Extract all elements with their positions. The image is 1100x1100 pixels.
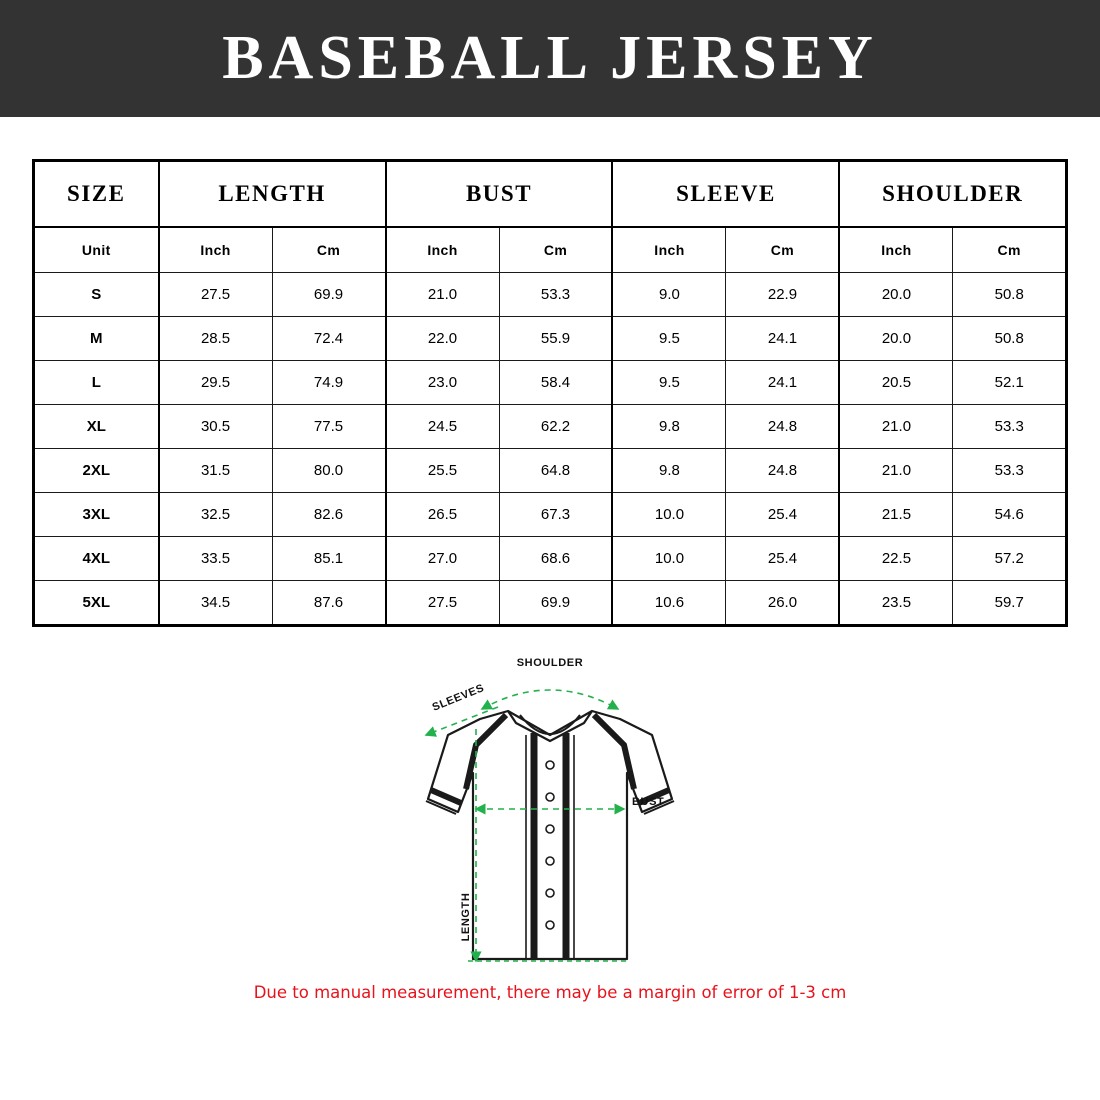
cell-bust-inch: 27.5 [386,581,499,626]
measurement-note: Due to manual measurement, there may be a margin of error of 1-3 cm [253,983,847,1002]
unit-bust-cm: Cm [499,227,612,273]
unit-length-cm: Cm [272,227,385,273]
cell-bust-cm: 55.9 [499,317,612,361]
cell-length-inch: 32.5 [159,493,272,537]
page-title: BASEBALL JERSEY [222,24,878,92]
cell-length-inch: 29.5 [159,361,272,405]
cell-length-inch: 34.5 [159,581,272,626]
cell-shoulder-inch: 20.0 [839,317,952,361]
table-row [34,273,1067,317]
cell-size: M [34,317,159,361]
label-bust: BUST [632,796,665,808]
cell-sleeve-inch: 10.6 [612,581,725,626]
cell-shoulder-inch: 23.5 [839,581,952,626]
cell-shoulder-inch: 20.0 [839,273,952,317]
cell-size: 4XL [34,537,159,581]
cell-bust-cm: 62.2 [499,405,612,449]
column-header-bust: BUST [386,161,613,228]
table-row [34,581,1067,626]
cell-bust-cm: 64.8 [499,449,612,493]
cell-length-inch: 28.5 [159,317,272,361]
cell-size: 3XL [34,493,159,537]
cell-bust-inch: 25.5 [386,449,499,493]
cell-length-cm: 69.9 [272,273,385,317]
cell-bust-inch: 27.0 [386,537,499,581]
label-length: LENGTH [460,892,472,942]
cell-bust-inch: 26.5 [386,493,499,537]
unit-sleeve-inch: Inch [612,227,725,273]
cell-sleeve-cm: 22.9 [726,273,839,317]
cell-length-cm: 74.9 [272,361,385,405]
cell-shoulder-inch: 21.0 [839,449,952,493]
measurement-diagram [0,649,1100,1002]
column-header-sleeve: SLEEVE [612,161,839,228]
cell-bust-cm: 68.6 [499,537,612,581]
cell-sleeve-cm: 24.8 [726,449,839,493]
table-row [34,317,1067,361]
cell-shoulder-inch: 22.5 [839,537,952,581]
cell-bust-inch: 23.0 [386,361,499,405]
cell-sleeve-cm: 24.1 [726,317,839,361]
table-row [34,493,1067,537]
column-header-size: SIZE [34,161,159,228]
cell-shoulder-inch: 20.5 [839,361,952,405]
table-row [34,449,1067,493]
cell-shoulder-cm: 53.3 [953,449,1067,493]
cell-length-cm: 77.5 [272,405,385,449]
size-chart-container [32,159,1068,627]
unit-label: Unit [34,227,159,273]
cell-sleeve-cm: 24.8 [726,405,839,449]
cell-shoulder-cm: 57.2 [953,537,1067,581]
cell-length-cm: 82.6 [272,493,385,537]
cell-length-inch: 30.5 [159,405,272,449]
cell-shoulder-cm: 52.1 [953,361,1067,405]
cell-bust-inch: 21.0 [386,273,499,317]
cell-size: 5XL [34,581,159,626]
cell-length-cm: 85.1 [272,537,385,581]
cell-size: L [34,361,159,405]
cell-shoulder-cm: 53.3 [953,405,1067,449]
cell-length-cm: 87.6 [272,581,385,626]
cell-shoulder-cm: 50.8 [953,317,1067,361]
cell-length-inch: 31.5 [159,449,272,493]
cell-length-inch: 27.5 [159,273,272,317]
unit-bust-inch: Inch [386,227,499,273]
cell-size: 2XL [34,449,159,493]
header-banner [0,0,1100,117]
table-unit-row [34,227,1067,273]
cell-bust-cm: 69.9 [499,581,612,626]
table-group-header-row [34,161,1067,228]
cell-bust-inch: 24.5 [386,405,499,449]
cell-sleeve-inch: 10.0 [612,493,725,537]
unit-shoulder-inch: Inch [839,227,952,273]
label-sleeves: SLEEVES [430,682,487,714]
cell-size: S [34,273,159,317]
cell-sleeve-inch: 9.8 [612,405,725,449]
cell-sleeve-inch: 9.5 [612,317,725,361]
cell-bust-cm: 53.3 [499,273,612,317]
cell-shoulder-inch: 21.5 [839,493,952,537]
table-row [34,537,1067,581]
cell-bust-cm: 67.3 [499,493,612,537]
cell-sleeve-cm: 25.4 [726,537,839,581]
unit-sleeve-cm: Cm [726,227,839,273]
cell-size: XL [34,405,159,449]
cell-sleeve-cm: 24.1 [726,361,839,405]
cell-sleeve-inch: 9.0 [612,273,725,317]
size-chart-table [32,159,1068,627]
cell-shoulder-cm: 54.6 [953,493,1067,537]
cell-length-cm: 72.4 [272,317,385,361]
table-row [34,405,1067,449]
column-header-shoulder: SHOULDER [839,161,1066,228]
cell-sleeve-inch: 9.8 [612,449,725,493]
cell-sleeve-inch: 10.0 [612,537,725,581]
cell-sleeve-cm: 25.4 [726,493,839,537]
label-shoulder: SHOULDER [516,657,584,669]
unit-shoulder-cm: Cm [953,227,1067,273]
cell-bust-cm: 58.4 [499,361,612,405]
unit-length-inch: Inch [159,227,272,273]
column-header-length: LENGTH [159,161,386,228]
cell-shoulder-cm: 50.8 [953,273,1067,317]
cell-length-inch: 33.5 [159,537,272,581]
jersey-diagram-svg [330,649,770,979]
cell-length-cm: 80.0 [272,449,385,493]
cell-shoulder-cm: 59.7 [953,581,1067,626]
cell-sleeve-inch: 9.5 [612,361,725,405]
table-row [34,361,1067,405]
cell-sleeve-cm: 26.0 [726,581,839,626]
cell-bust-inch: 22.0 [386,317,499,361]
cell-shoulder-inch: 21.0 [839,405,952,449]
